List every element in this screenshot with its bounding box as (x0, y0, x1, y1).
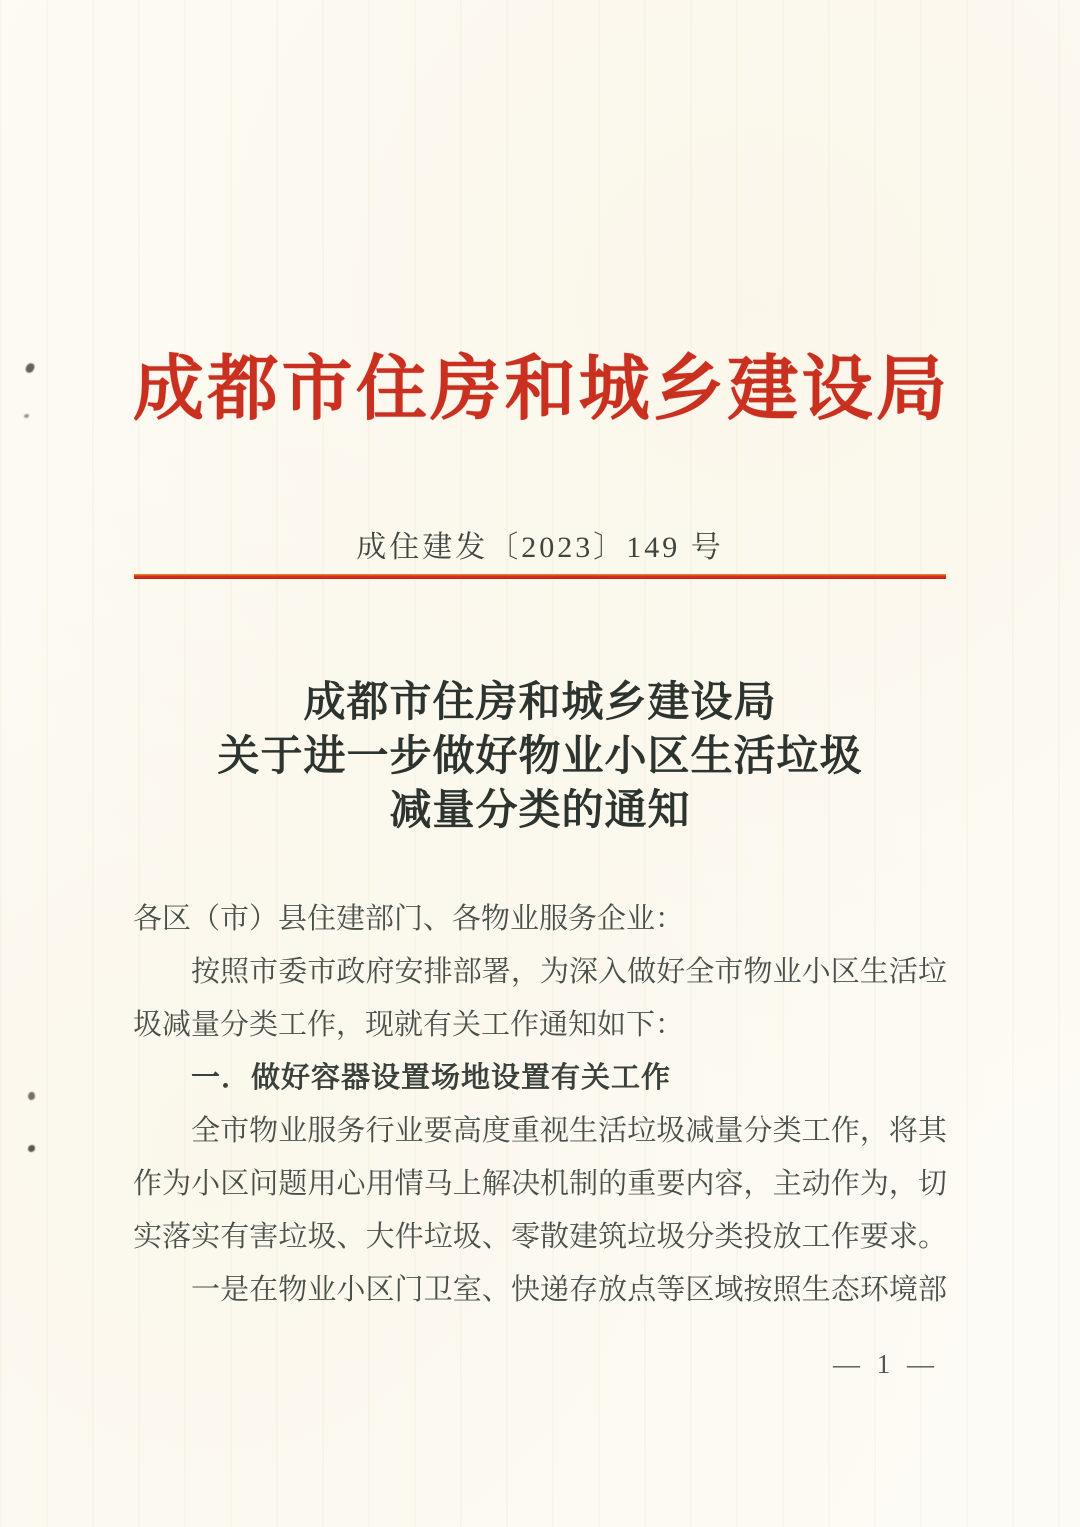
document-title-line-3: 减量分类的通知 (389, 788, 691, 834)
agency-letterhead-title: 成都市住房和城乡建设局 (133, 351, 947, 429)
scan-speck (25, 362, 36, 374)
body-line: 作为小区问题用心用情马上解决机制的重要内容，主动作为，切 (133, 1168, 947, 1200)
document-title (133, 676, 947, 838)
scan-speck (27, 1091, 36, 1101)
salutation-line: 各区（市）县住建部门、各物业服务企业： (133, 903, 685, 935)
body-line: 圾减量分类工作，现就有关工作通知如下： (133, 1009, 685, 1041)
body-line: 全市物业服务行业要高度重视生活垃圾减量分类工作，将其 (191, 1115, 947, 1147)
document-title-line-2: 关于进一步做好物业小区生活垃圾 (217, 734, 863, 780)
document-body (133, 893, 947, 1317)
body-line: 一是在物业小区门卫室、快递存放点等区域按照生态环境部 (191, 1274, 947, 1306)
body-line: 实落实有害垃圾、大件垃圾、零散建筑垃圾分类投放工作要求。 (133, 1221, 947, 1253)
scan-speck (24, 414, 29, 418)
page-number: — 1 — (833, 1349, 939, 1379)
document-reference-number: 成住建发〔2023〕149 号 (356, 531, 724, 564)
letterhead-divider-line (134, 574, 946, 579)
body-line: 按照市委市政府安排部署，为深入做好全市物业小区生活垃 (191, 956, 947, 988)
scan-speck (28, 1145, 35, 1152)
section-heading: 一．做好容器设置场地设置有关工作 (191, 1062, 672, 1094)
document-title-line-1: 成都市住房和城乡建设局 (303, 680, 777, 726)
